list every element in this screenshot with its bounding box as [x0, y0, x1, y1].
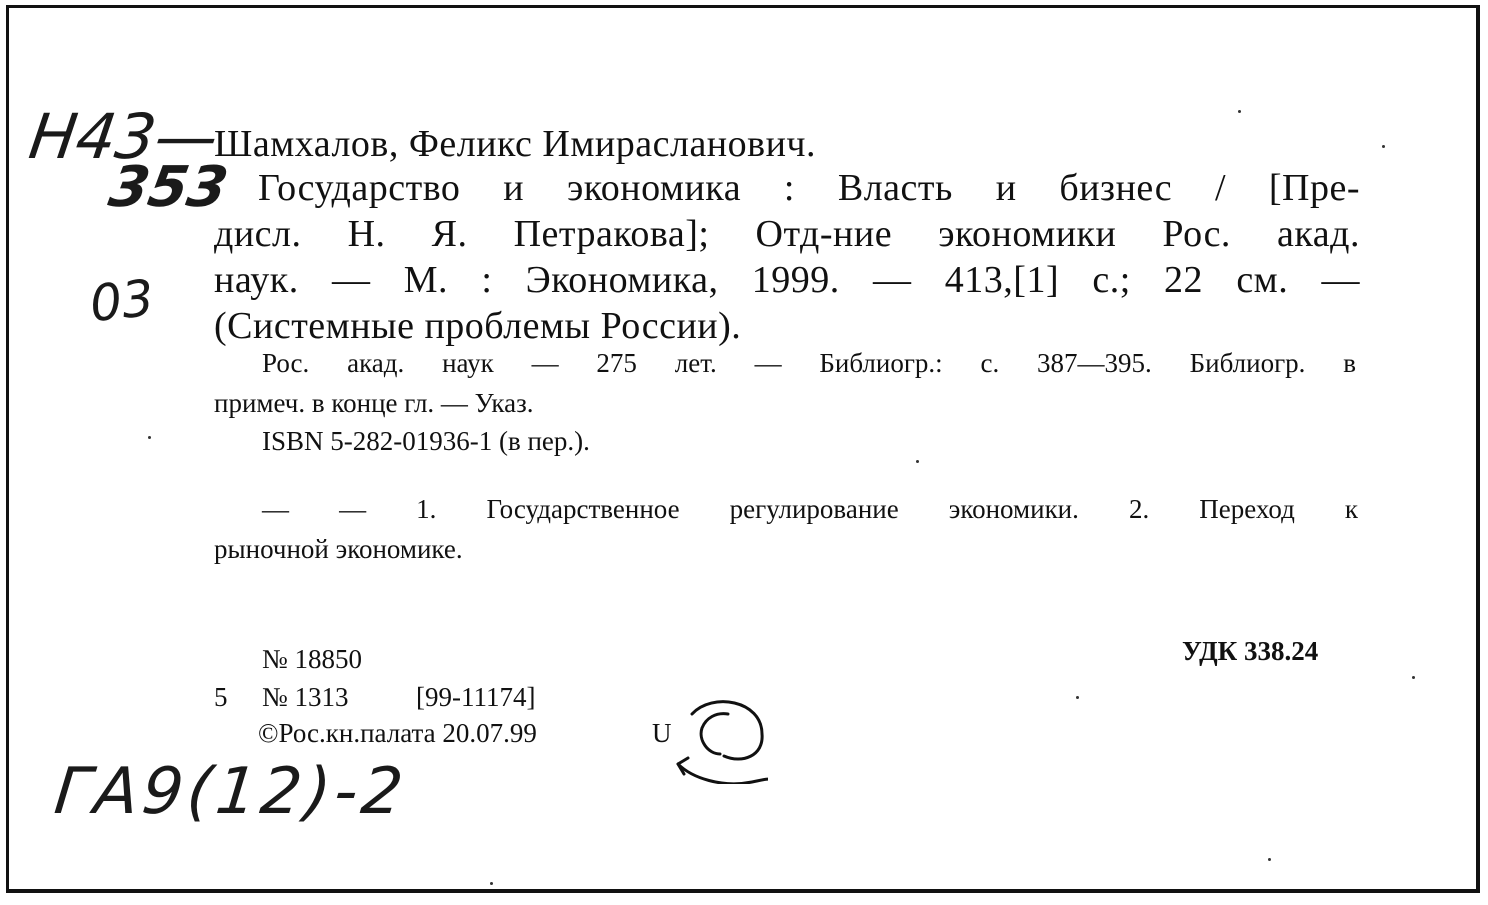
title-line: дисл. Н. Я. Петракова]; Отд-ние экономики Рос. акад. — [214, 213, 1360, 255]
series-line: (Системные проблемы России). — [214, 305, 742, 347]
footer-prefix: 5 — [214, 682, 228, 712]
scan-speck — [1412, 676, 1415, 679]
scan-speck — [1076, 696, 1079, 699]
scan-speck — [1238, 110, 1241, 113]
hand-drawn-circle-mark — [672, 694, 768, 784]
record-number: № 1313 — [262, 682, 349, 712]
notes-line: Рос. акад. наук — 275 лет. — Библиогр.: с. 387—395. Библиогр. в — [262, 348, 1356, 378]
scan-speck — [1382, 145, 1385, 148]
scan-speck — [490, 882, 493, 885]
subjects-line: рыночной экономике. — [214, 534, 463, 564]
handwritten-shelf-code: ГА9(12)-2 — [51, 755, 411, 829]
subjects-line: — — 1. Государственное регулирование экономики. 2. Переход к — [262, 494, 1358, 524]
title-line: Государство и экономика : Власть и бизнес / [Пре- — [258, 167, 1360, 209]
record-code: [99-11174] — [416, 682, 536, 712]
scan-speck — [1268, 858, 1271, 861]
udc-code: УДК 338.24 — [1182, 636, 1319, 666]
handwritten-index-number: 353 — [104, 155, 233, 220]
copyright-line: ©Рос.кн.палата 20.07.99 — [258, 718, 537, 748]
copyright-mark: U — [652, 718, 672, 748]
card-number: № 18850 — [262, 644, 363, 674]
scan-speck — [916, 460, 919, 463]
notes-line: примеч. в конце гл. — Указ. — [214, 388, 534, 418]
isbn: ISBN 5-282-01936-1 (в пер.). — [262, 426, 590, 456]
title-line: наук. — М. : Экономика, 1999. — 413,[1] с.; 22 см. — — [214, 259, 1360, 301]
handwritten-index-top: Н43— — [24, 100, 223, 173]
author-heading: Шамхалов, Феликс Имирасланович. — [214, 123, 817, 165]
scan-speck — [148, 436, 151, 439]
handwritten-mark: 03 — [87, 268, 157, 334]
